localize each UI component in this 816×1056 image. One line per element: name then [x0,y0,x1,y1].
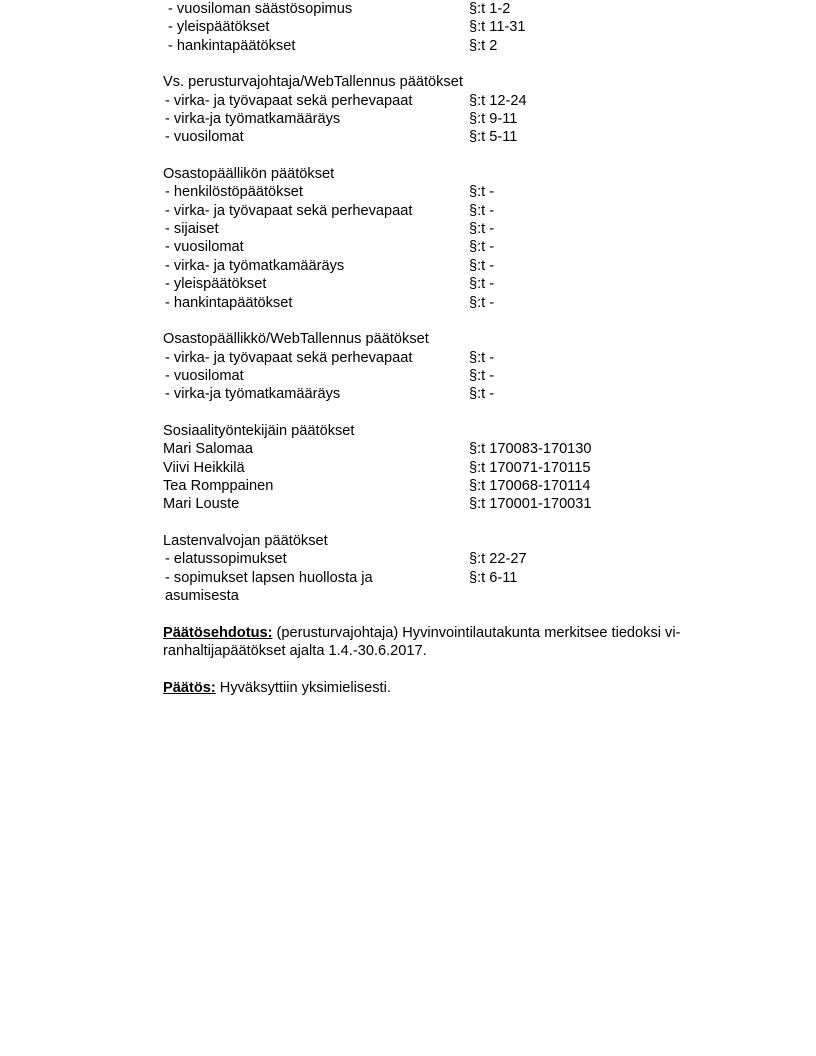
item-section-range: §:t - [469,239,495,256]
list-item [163,202,743,220]
list-item [163,550,743,568]
item-label: - virka- ja työvapaat sekä perhevapaat [165,202,413,219]
item-section-range: §:t 22-27 [469,551,527,568]
item-section-range: §:t 2 [469,37,498,54]
item-label: - vuosilomat [165,367,244,384]
proposal-label: Päätösehdotus: [163,624,273,641]
item-label: - virka- ja työmatkamääräys [165,257,345,274]
item-label: - vuosiloman säästösopimus [168,1,353,17]
section-heading [163,422,743,440]
item-section-range: §:t 6-11 [469,569,518,586]
blank-line [163,147,743,165]
list-item [163,238,743,256]
item-label: - hankintapäätökset [165,294,293,311]
item-section-range: §:t - [469,202,495,219]
decision-paragraph [163,679,738,697]
item-section-range: §:t - [469,276,495,293]
item-section-range: §:t 170083-170130 [469,441,592,458]
item-label: - virka-ja työmatkamääräys [165,111,341,128]
list-item [163,183,743,201]
item-section-range: §:t 1-2 [469,1,511,17]
item-section-range: §:t 170001-170031 [469,496,592,513]
section-heading [163,165,743,183]
section-heading-text: Sosiaalityöntekijäin päätökset [163,422,355,439]
item-label: - vuosilomat [165,129,244,146]
item-label: - sijaiset [165,221,219,238]
list-item [163,459,743,477]
item-label: - vuosilomat [165,239,244,256]
decision-text: Hyväksyttiin yksimielisesti. [215,680,391,697]
item-label: asumisesta [165,588,239,604]
item-label: - elatussopimukset [165,551,287,568]
section-heading-text: Osastopäällikkö/WebTallennus päätökset [163,331,429,348]
list-item [163,220,743,238]
list-item [163,110,743,128]
decision-list [163,0,743,605]
list-item [163,92,743,110]
item-label: - henkilöstöpäätökset [165,184,303,201]
item-label: Viivi Heikkilä [163,459,245,476]
item-label: - hankintapäätökset [168,37,296,54]
list-item [163,385,743,403]
blank-line [163,55,743,73]
list-item [163,349,743,367]
list-item [163,367,743,385]
list-item [163,294,743,312]
list-item [163,440,743,458]
blank-line [163,404,743,422]
list-item [163,128,743,146]
item-section-range: §:t - [469,257,495,274]
proposal-paragraph [163,624,738,661]
item-section-range: §:t - [469,294,495,311]
proposal-text: (perusturvajohtaja) Hyvinvointilautakunta merkitsee tiedoksi vi-ranhaltijapäätökset ajalta 1.4.-30.6.2017. [163,624,681,660]
item-section-range: §:t - [469,367,495,384]
item-label: - virka- ja työvapaat sekä perhevapaat [165,349,413,366]
item-section-range: §:t - [469,221,495,238]
list-item [163,275,743,293]
item-label: - sopimukset lapsen huollosta ja [165,569,373,586]
item-section-range: §:t - [469,386,495,403]
section-heading-text: Vs. perusturvajohtaja/WebTallennus päätökset [163,74,463,91]
list-item [163,587,743,605]
item-section-range: §:t 5-11 [469,129,518,146]
list-item [163,477,743,495]
section-heading-text: Osastopäällikön päätökset [163,166,335,183]
item-label: - virka- ja työvapaat sekä perhevapaat [165,92,413,109]
item-label: Mari Louste [163,496,240,513]
item-label: - virka-ja työmatkamääräys [165,386,341,403]
item-section-range: §:t - [469,349,495,366]
item-section-range: §:t 170068-170114 [469,477,591,494]
list-item [163,257,743,275]
blank-line [163,514,743,532]
item-label: Mari Salomaa [163,441,254,458]
item-section-range: §:t 12-24 [469,92,527,109]
section-heading [163,73,743,91]
decision-label: Päätös: [163,680,216,697]
list-item [163,37,743,55]
section-heading [163,532,743,550]
list-item [163,495,743,513]
item-label: - yleispäätökset [168,19,270,36]
section-heading-text: Lastenvalvojan päätökset [163,532,328,549]
item-section-range: §:t 11-31 [469,19,526,36]
item-section-range: §:t 9-11 [469,111,518,128]
item-section-range: §:t 170071-170115 [469,459,591,476]
document-body [163,0,743,698]
section-heading [163,330,743,348]
item-section-range: §:t - [469,184,495,201]
list-item [163,18,743,36]
item-label: - yleispäätökset [165,276,267,293]
list-item [163,0,743,18]
blank-line [163,312,743,330]
item-label: Tea Romppainen [163,477,274,494]
list-item [163,569,743,587]
